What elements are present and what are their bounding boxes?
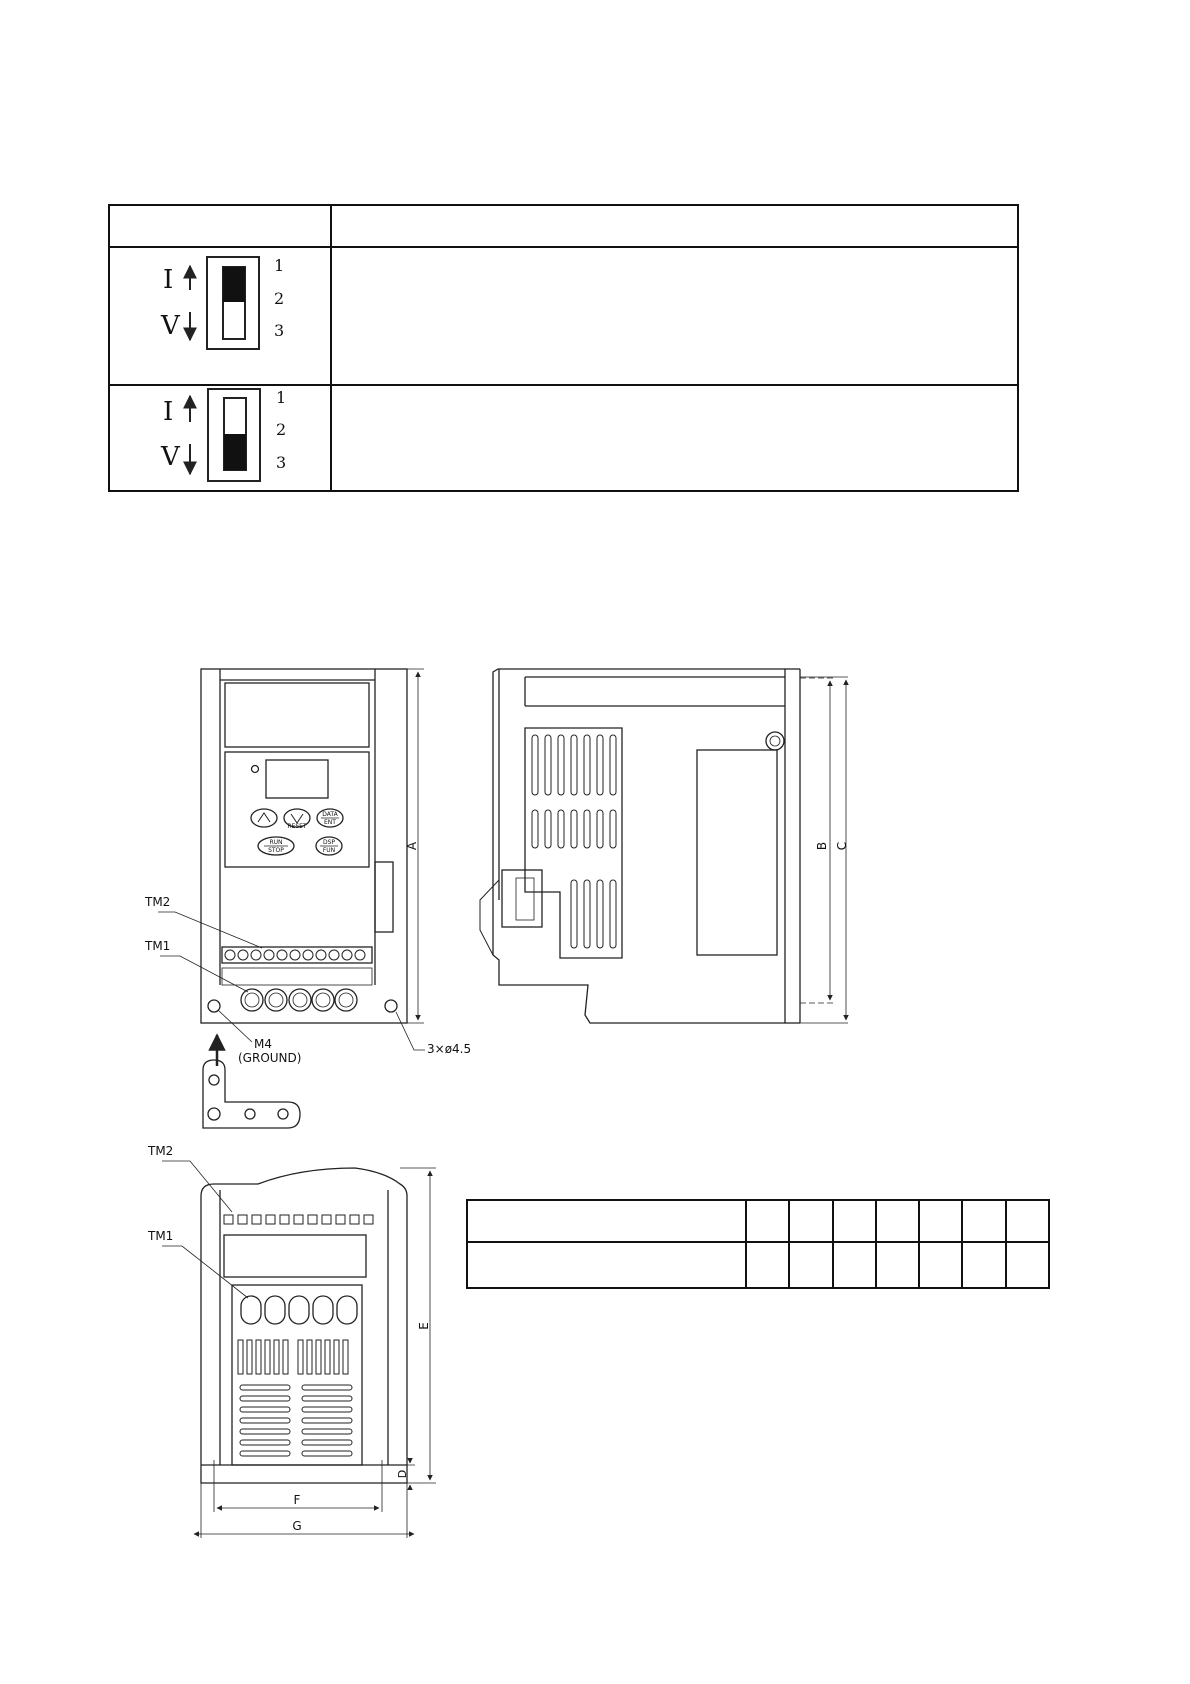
bottom-label-panel [224,1235,366,1277]
dimension-label-b: B [815,841,829,851]
ground-label: M4 [254,1037,272,1051]
switch-diagram-current [160,256,284,349]
switch-label-i: I [163,397,174,427]
pin-label: 2 [274,289,285,308]
dimension-label-d: D [396,1469,409,1479]
bottom-tm1-panel [232,1285,362,1465]
dsp-key-label: DSP [322,839,336,846]
switch-label-i: I [163,265,174,295]
pin-label: 1 [274,256,285,275]
run-key-label: RUN [269,839,283,846]
front-view-drawing [144,669,471,1128]
pin-label: 2 [276,420,287,439]
dimension-label-c: C [835,841,849,851]
bottom-tm2-label: TM2 [148,1144,174,1158]
switch-knob [224,434,246,470]
side-view-drawing [480,669,849,1023]
bottom-vent-slots [238,1340,352,1456]
side-tab [375,862,393,932]
data-key-label: DATA [322,811,338,818]
mount-hole [385,1000,397,1012]
side-outer-body [493,669,785,1023]
bottom-tm2-terminals [224,1215,373,1224]
mount-holes-label: 3×ø4.5 [427,1042,472,1056]
dimension-label-e: E [417,1322,431,1330]
pin-label: 3 [276,453,287,472]
tm1-terminal-block [241,989,357,1011]
fun-key-label: FUN [322,847,336,854]
tm1-label: TM1 [145,939,171,953]
ground-note-label: (GROUND) [238,1051,302,1065]
vent-slots [532,735,616,948]
switch-label-v: V [161,442,180,472]
switch-diagram-voltage [160,388,286,481]
side-screw [766,732,784,750]
up-key [251,809,277,827]
dimension-label-f: F [293,1493,301,1507]
led-indicator [252,766,259,773]
bottom-view-drawing [147,1144,436,1538]
ent-key-label: ENT [324,819,336,826]
bottom-tm1-terminals [241,1296,357,1324]
pin-label: 1 [276,388,287,407]
display-window [266,760,328,798]
switch-label-v: V [161,311,180,341]
stop-key-label: STOP [268,847,284,854]
dimension-label-g: G [292,1519,302,1533]
front-outer-body [201,669,407,1023]
bottom-tm1-label: TM1 [148,1229,174,1243]
switch-knob [223,267,245,302]
reset-key-label: RESET [287,823,307,830]
tm2-terminal-strip [222,947,372,963]
side-label-area [697,750,777,955]
front-top-panel [225,683,369,747]
tm2-screws [225,950,365,960]
side-latch [502,870,542,927]
dimension-label-a: A [405,841,419,851]
pin-label: 3 [274,321,285,340]
vent-panel [525,728,622,958]
tm2-label: TM2 [145,895,171,909]
